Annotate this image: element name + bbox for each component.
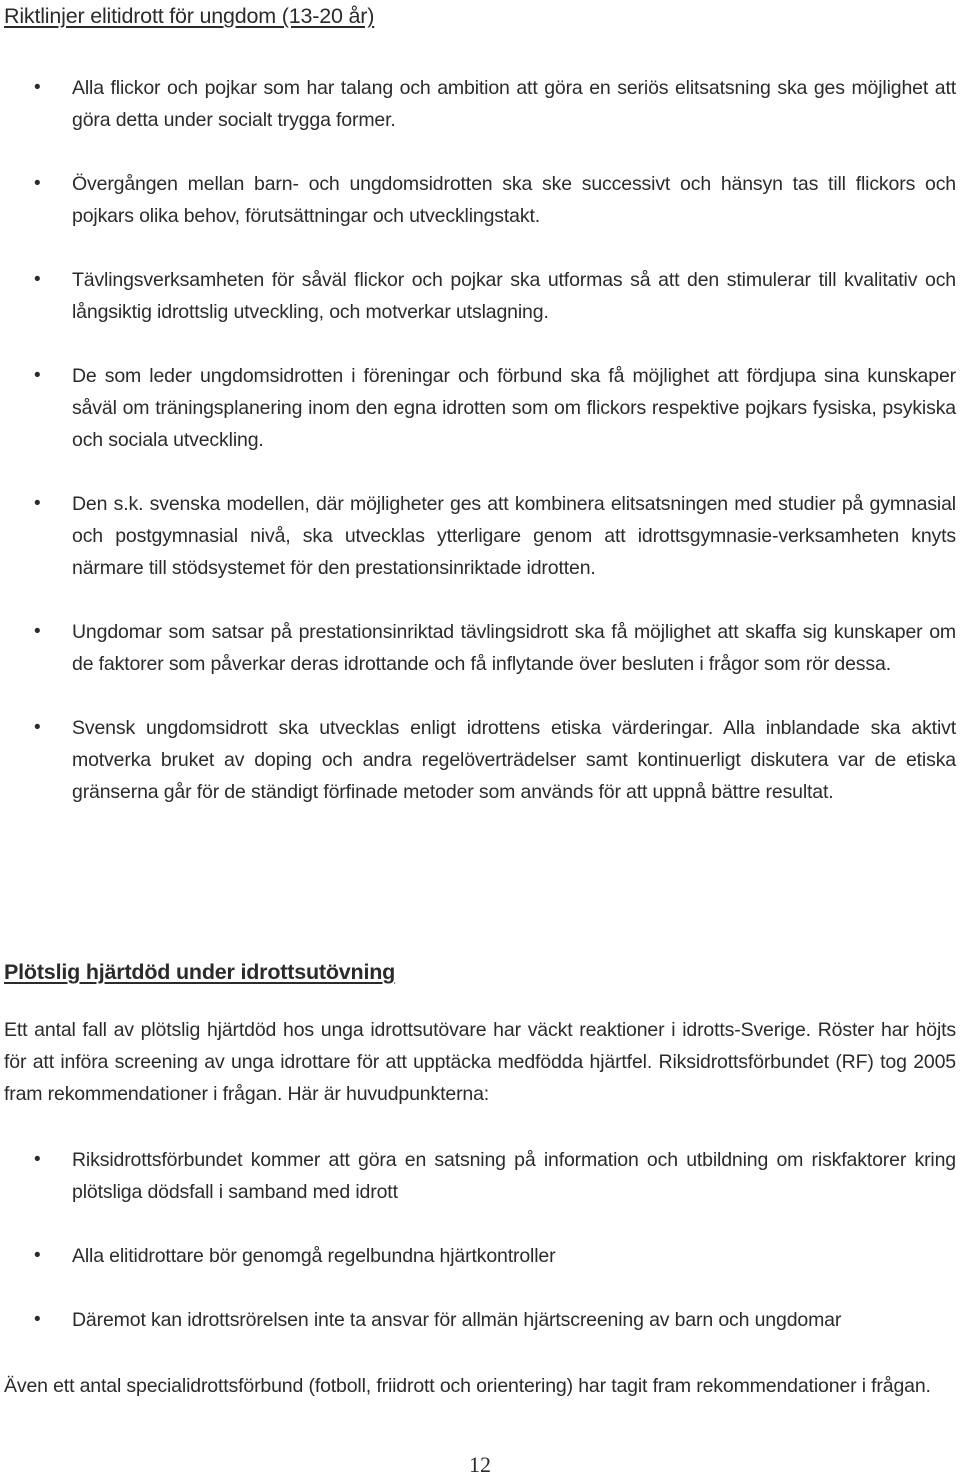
list-item — [0, 72, 960, 136]
list-item-text: Den s.k. svenska modellen, där möjligheter ges att kombinera elitsatsningen med studier på gymnasial och postgymnasial nivå, ska utvecklas ytterligare genom att idrottsgymnasie-verksamheten knyts närmare till stödsystemet för den prestationsinriktade idrotten. — [72, 493, 956, 579]
guidelines-list — [0, 72, 960, 840]
bullet-icon: • — [34, 1309, 41, 1330]
list-item — [0, 264, 960, 328]
list-item-text: Däremot kan idrottsrörelsen inte ta ansvar för allmän hjärtscreening av barn och ungdomar — [72, 1309, 842, 1331]
bullet-icon: • — [34, 717, 41, 738]
list-item-text: Övergången mellan barn- och ungdomsidrotten ska ske successivt och hänsyn tas till flickors och pojkars olika behov, förutsättningar och utvecklingstakt. — [72, 173, 956, 227]
list-item-text: Alla elitidrottare bör genomgå regelbundna hjärtkontroller — [72, 1245, 556, 1267]
list-item — [0, 488, 960, 584]
bullet-icon: • — [34, 1245, 41, 1266]
list-item — [0, 616, 960, 680]
bullet-icon: • — [34, 269, 41, 290]
bullet-icon: • — [34, 365, 41, 386]
list-item-text: Ungdomar som satsar på prestationsinriktad tävlingsidrott ska få möjlighet att skaffa sig kunskaper om de faktorer som påverkar deras idrottande och få inflytande över besluten i frågor som rör dessa. — [72, 621, 956, 675]
list-item-text: Svensk ungdomsidrott ska utvecklas enligt idrottens etiska värderingar. Alla inblandade ska aktivt motverka bruket av doping och andra regelöverträdelser samt kontinuerligt diskutera var de etiska gränserna går för de ständigt förfinade metoder som används för att uppnå bättre resultat. — [72, 717, 956, 803]
bullet-icon: • — [34, 493, 41, 514]
recommendations-list — [0, 1144, 960, 1368]
list-item — [0, 1240, 960, 1272]
list-item — [0, 360, 960, 456]
intro-paragraph: Ett antal fall av plötslig hjärtdöd hos unga idrottsutövare har väckt reaktioner i idrotts-Sverige. Röster har höjts för att införa screening av unga idrottare för att upptäcka medfödda hjärtfel. Riksidrottsförbundet (RF) tog 2005 fram rekommendationer i frågan. Här är huvudpunkterna: — [4, 1019, 956, 1105]
section-heading-riktlinjer: Riktlinjer elitidrott för ungdom (13-20 år) — [4, 4, 375, 28]
bullet-icon: • — [34, 1149, 41, 1170]
page-number: 12 — [469, 1452, 491, 1477]
closing-paragraph: Även ett antal specialidrottsförbund (fotboll, friidrott och orientering) har tagit fram rekommendationer i frågan. — [4, 1375, 931, 1397]
list-item — [0, 1304, 960, 1336]
bullet-icon: • — [34, 173, 41, 194]
bullet-icon: • — [34, 77, 41, 98]
list-item-text: Alla flickor och pojkar som har talang och ambition att göra en seriös elitsatsning ska ges möjlighet att göra detta under socialt trygga former. — [72, 77, 956, 131]
list-item-text: Riksidrottsförbundet kommer att göra en satsning på information och utbildning om riskfaktorer kring plötsliga dödsfall i samband med idrott — [72, 1149, 956, 1203]
list-item — [0, 168, 960, 232]
list-item-text: De som leder ungdomsidrotten i föreningar och förbund ska få möjlighet att fördjupa sina kunskaper såväl om träningsplanering inom den egna idrotten som om flickors respektive pojkars fysiska, psykiska och sociala utveckling. — [72, 365, 956, 451]
section-heading-hjartdod: Plötslig hjärtdöd under idrottsutövning — [4, 960, 396, 984]
list-item — [0, 712, 960, 808]
list-item-text: Tävlingsverksamheten för såväl flickor och pojkar ska utformas så att den stimulerar till kvalitativ och långsiktig idrottslig utveckling, och motverkar utslagning. — [72, 269, 956, 323]
bullet-icon: • — [34, 621, 41, 642]
list-item — [0, 1144, 960, 1208]
